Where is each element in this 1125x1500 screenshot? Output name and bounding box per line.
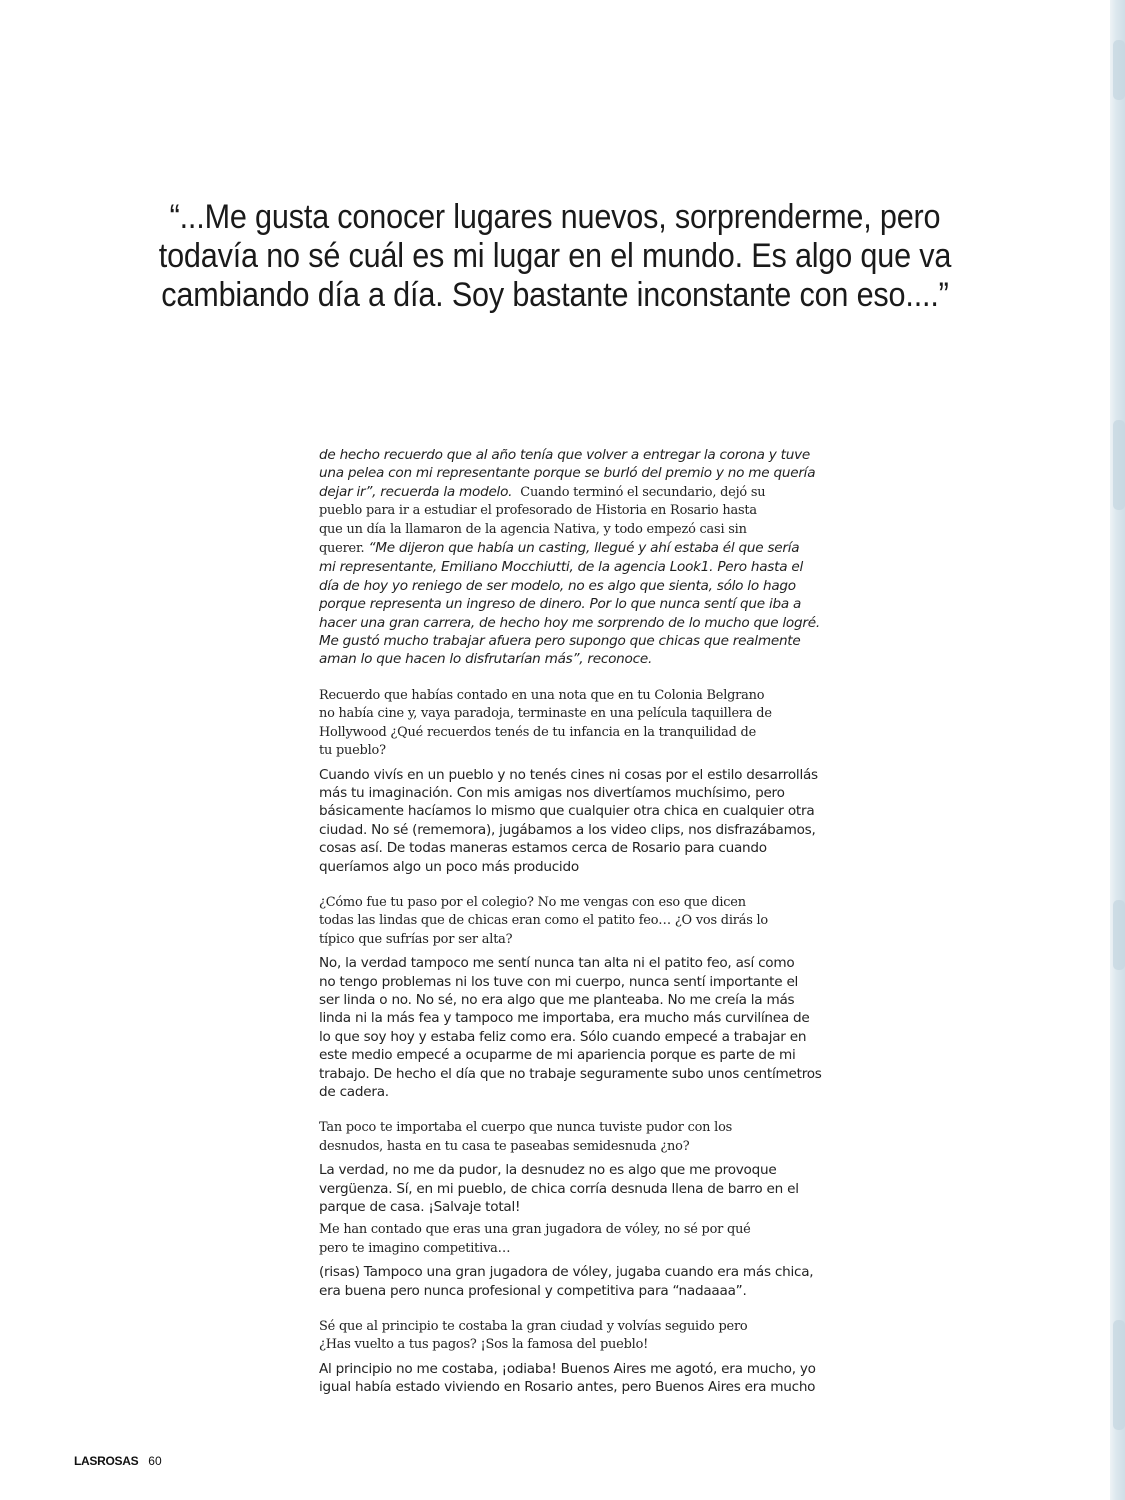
answer-line: vergüenza. Sí, en mi pueblo, de chica corría desnuda llena de barro en el [319, 1180, 799, 1197]
question-4 [319, 1221, 807, 1258]
answer-line: parque de casa. ¡Salvaje total! [319, 1199, 521, 1216]
intro-line: querer. [319, 541, 365, 557]
pull-quote-line: todavía no sé cuál es mi lugar en el mundo. Es algo que va [158, 237, 952, 275]
pull-quote-line: cambiando día a día. Soy bastante inconstante con eso....” [161, 276, 949, 314]
article-column [319, 446, 822, 1397]
answer-line: cosas así. De todas maneras estamos cerca de Rosario para cuando [319, 840, 767, 857]
answer-5 [319, 1360, 816, 1397]
intro-paragraph [319, 446, 820, 669]
answer-line: Al principio no me costaba, ¡odiaba! Buenos Aires me agotó, era mucho, yo [319, 1360, 816, 1377]
pull-quote [146, 198, 965, 315]
answer-line: lo que soy hoy y estaba feliz como era. Sólo cuando empecé a trabajar en [319, 1028, 807, 1045]
answer-1 [319, 766, 818, 876]
magazine-logo: LASROSAS [74, 1454, 139, 1468]
intro-line: aman lo que hacen lo disfrutarían más”, reconoce. [319, 651, 653, 668]
edge-texture [1113, 420, 1125, 510]
question-line: Sé que al principio te costaba la gran ciudad y volvías seguido pero [319, 1319, 748, 1335]
edge-texture [1113, 1320, 1125, 1430]
answer-line: trabajo. De hecho el día que no trabaje seguramente subo unos centímetros [319, 1065, 822, 1082]
answer-line: era buena pero nunca profesional y competitiva para “nadaaaa”. [319, 1282, 747, 1299]
answer-line: ciudad. No sé (rememora), jugábamos a los video clips, nos disfrazábamos, [319, 821, 816, 838]
question-1 [319, 687, 807, 761]
intro-line: Cuando terminó el secundario, dejó su [520, 484, 766, 500]
intro-line: “Me dijeron que había un casting, llegué y ahí estaba él que sería [368, 540, 800, 557]
answer-line: más tu imaginación. Con mis amigas nos divertíamos muchísimo, pero [319, 784, 785, 801]
question-line: Hollywood ¿Qué recuerdos tenés de tu infancia en la tranquilidad de [319, 724, 757, 740]
intro-line: que un día la llamaron de la agencia Nativa, y todo empezó casi sin [319, 521, 747, 537]
intro-line: de hecho recuerdo que al año tenía que volver a entregar la corona y tuve [319, 447, 810, 463]
page-edge-strip [1110, 0, 1125, 1500]
intro-line: día de hoy yo reniego de ser modelo, no es algo que sienta, sólo lo hago [319, 577, 796, 594]
answer-line: (risas) Tampoco una gran jugadora de vóley, jugaba cuando era más chica, [319, 1264, 814, 1281]
intro-line: porque representa un ingreso de dinero. Por lo que nunca sentí que iba a [319, 596, 802, 613]
question-line: Recuerdo que habías contado en una nota que en tu Colonia Belgrano [319, 687, 765, 703]
answer-line: No, la verdad tampoco me sentí nunca tan alta ni el patito feo, así como [319, 955, 795, 972]
question-3 [319, 1119, 807, 1156]
question-line: todas las lindas que de chicas eran como el patito feo… ¿O vos dirás lo [319, 913, 768, 929]
intro-line: hacer una gran carrera, de hecho hoy me sorprendo de lo mucho que logré. [319, 614, 820, 631]
edge-texture [1113, 900, 1125, 970]
question-line: ¿Has vuelto a tus pagos? ¡Sos la famosa del pueblo! [319, 1337, 649, 1353]
edge-texture [1113, 40, 1125, 100]
answer-line: de cadera. [319, 1084, 389, 1100]
question-line: no había cine y, vaya paradoja, terminaste en una película taquillera de [319, 706, 772, 722]
intro-line-mixed [319, 539, 807, 558]
question-2 [319, 894, 807, 949]
intro-line: pueblo para ir a estudiar el profesorado de Historia en Rosario hasta [319, 503, 757, 519]
answer-line: La verdad, no me da pudor, la desnudez no es algo que me provoque [319, 1162, 777, 1179]
intro-line-mixed [319, 483, 807, 502]
page-number: 60 [148, 1454, 162, 1468]
answer-line: ser linda o no. No sé, no era algo que me planteaba. No me creía la más [319, 991, 795, 1008]
question-line: desnudos, hasta en tu casa te paseabas semidesnuda ¿no? [319, 1138, 690, 1154]
question-5 [319, 1318, 807, 1355]
question-line: típico que sufrías por ser alta? [319, 931, 513, 947]
answer-2 [319, 954, 822, 1101]
intro-line: Me gustó mucho trabajar afuera pero supongo que chicas que realmente [319, 633, 801, 650]
answer-4 [319, 1263, 814, 1300]
question-line: ¿Cómo fue tu paso por el colegio? No me vengas con eso que dicen [319, 894, 746, 910]
answer-line: Cuando vivís en un pueblo y no tenés cines ni cosas por el estilo desarrollás [319, 766, 818, 783]
answer-3 [319, 1161, 807, 1216]
question-line: Me han contado que eras una gran jugadora de vóley, no sé por qué [319, 1222, 751, 1238]
question-line: Tan poco te importaba el cuerpo que nunca tuviste pudor con los [319, 1120, 733, 1136]
question-line: tu pueblo? [319, 743, 386, 759]
answer-line: linda ni la más fea y tampoco me importaba, era mucho más curvilínea de [319, 1010, 810, 1027]
answer-line: no tengo problemas ni los tuve con mi cuerpo, nunca sentí importante el [319, 973, 799, 990]
page-footer [74, 1454, 162, 1470]
intro-line: una pelea con mi representante porque se burló del premio y no me quería [319, 465, 816, 482]
answer-line: queríamos algo un poco más producido [319, 858, 579, 875]
question-line: pero te imagino competitiva… [319, 1240, 511, 1256]
answer-line: igual había estado viviendo en Rosario antes, pero Buenos Aires era mucho [319, 1379, 816, 1396]
intro-line: mi representante, Emiliano Mocchiutti, de la agencia Look1. Pero hasta el [319, 559, 804, 576]
pull-quote-line: “...Me gusta conocer lugares nuevos, sorprenderme, pero [169, 198, 941, 236]
intro-line: dejar ir”, recuerda la modelo. [319, 483, 513, 500]
answer-line: básicamente hacíamos lo mismo que cualquier otra chica en cualquier otra [319, 803, 815, 820]
answer-line: este medio empecé a ocuparme de mi apariencia porque es parte de mi [319, 1047, 796, 1064]
